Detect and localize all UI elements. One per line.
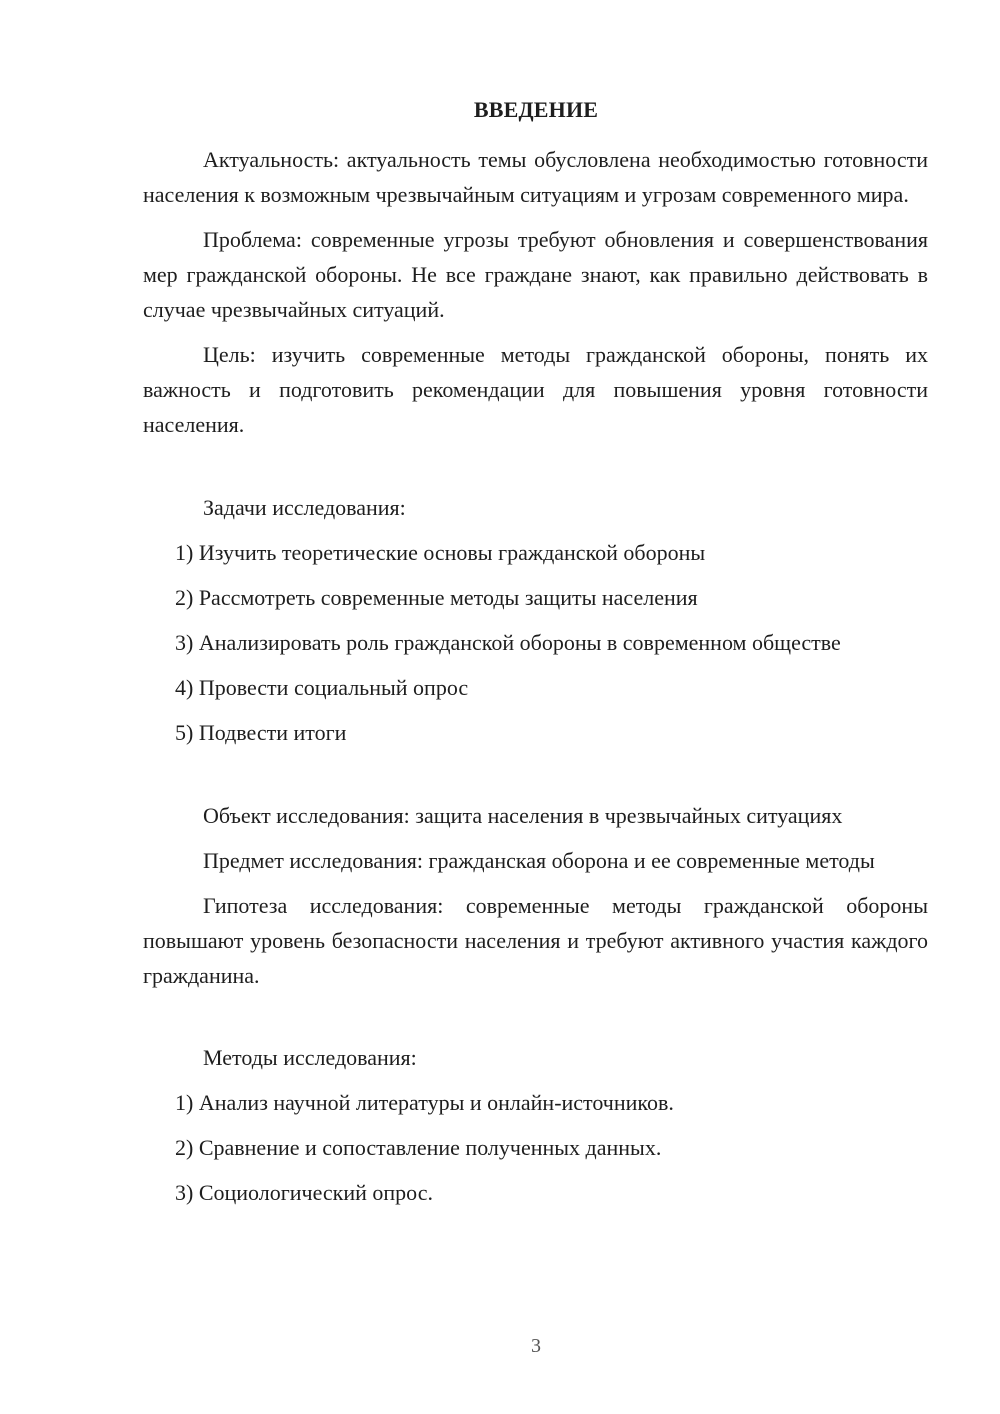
task-item: 5) Подвести итоги bbox=[175, 720, 347, 745]
methods-block bbox=[143, 1040, 928, 1210]
goal-paragraph: Цель: изучить современные методы гражданской обороны, понять их важность и подготовить рекомендации для повышения уровня готовности населения. bbox=[143, 342, 928, 437]
task-item: 1) Изучить теоретические основы гражданской обороны bbox=[175, 540, 706, 565]
method-item: 1) Анализ научной литературы и онлайн-источников. bbox=[175, 1090, 674, 1115]
subject-paragraph: Предмет исследования: гражданская оборона и ее современные методы bbox=[203, 848, 875, 873]
tasks-block bbox=[143, 490, 928, 750]
intro-block bbox=[143, 142, 928, 442]
object-block bbox=[143, 798, 928, 993]
page-number: 3 bbox=[531, 1335, 541, 1357]
methods-title: Методы исследования: bbox=[203, 1045, 417, 1070]
task-item: 4) Провести социальный опрос bbox=[175, 675, 469, 700]
task-item: 3) Анализировать роль гражданской обороны в современном обществе bbox=[175, 630, 841, 655]
section-heading: ВВЕДЕНИЕ bbox=[473, 97, 599, 122]
object-paragraph: Объект исследования: защита населения в чрезвычайных ситуациях bbox=[203, 803, 843, 828]
relevance-paragraph: Актуальность: актуальность темы обусловлена необходимостью готовности населения к возможным чрезвычайным ситуациям и угрозам современного мира. bbox=[143, 147, 928, 207]
method-item: 2) Сравнение и сопоставление полученных данных. bbox=[175, 1135, 662, 1160]
task-item: 2) Рассмотреть современные методы защиты населения bbox=[175, 585, 698, 610]
tasks-title: Задачи исследования: bbox=[203, 495, 406, 520]
method-item: 3) Социологический опрос. bbox=[175, 1180, 433, 1205]
hypothesis-paragraph: Гипотеза исследования: современные методы гражданской обороны повышают уровень безопасности населения и требуют активного участия каждого гражданина. bbox=[143, 893, 928, 988]
problem-paragraph: Проблема: современные угрозы требуют обновления и совершенствования мер гражданской обороны. Не все граждане знают, как правильно действовать в случае чрезвычайных ситуаций. bbox=[143, 227, 928, 322]
